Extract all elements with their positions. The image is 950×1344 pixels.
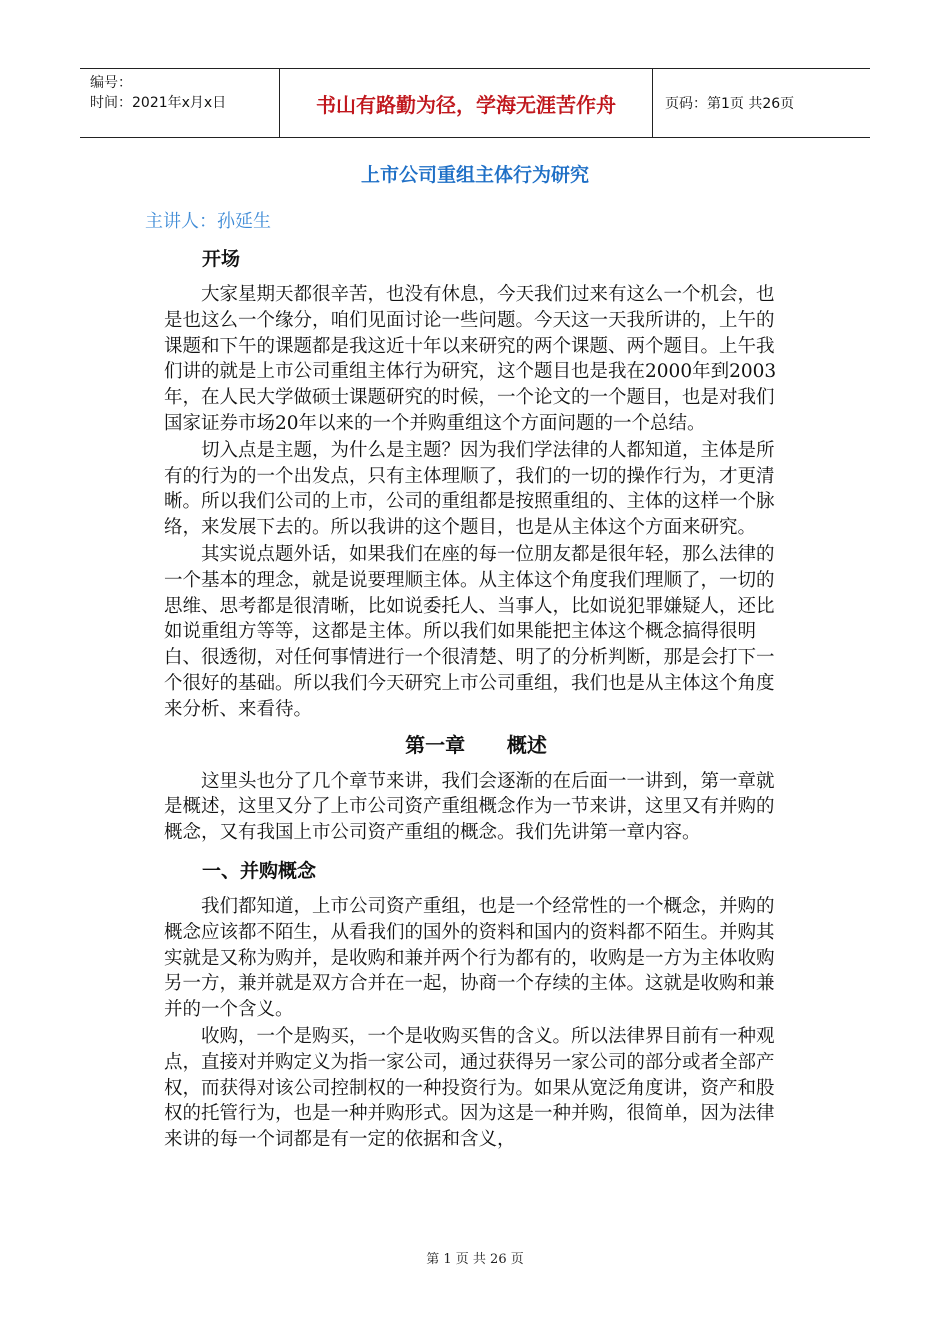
number-label: 编号： xyxy=(90,75,132,91)
page-footer: 第 1 页 共 26 页 xyxy=(426,1252,524,1267)
document-body xyxy=(164,240,788,1154)
section-heading-merger-concept: 一、并购概念 xyxy=(202,859,317,882)
paragraph: 我们都知道，上市公司资产重组，也是一个经常性的一个概念，并购的概念应该都不陌生，从看我们的国外的资料和国内的资料都不陌生。并购其实就是又称为购并，是收购和兼并两个行为都有的，收购是一方为主体收购另一方，兼并就是双方合并在一起，协商一个存续的主体。这就是收购和兼并的一个含义。 xyxy=(164,895,775,1021)
paragraph: 切入点是主题，为什么是主题？因为我们学法律的人都知道，主体是所有的行为的一个出发点，只有主体理顺了，我们的一切的操作行为，才更清晰。所以我们公司的上市，公司的重组都是按照重组的、主体的这样一个脉络，来发展下去的。所以我讲的这个题目，也是从主体这个方面来研究。 xyxy=(164,439,775,539)
header-meta-cell xyxy=(80,69,280,137)
paragraph: 其实说点题外话，如果我们在座的每一位朋友都是很年轻，那么法律的一个基本的理念，就是说要理顺主体。从主体这个角度我们理顺了，一切的思维、思考都是很清晰，比如说委托人、当事人，比如说犯罪嫌疑人，还比如说重组方等等，这都是主体。所以我们如果能把主体这个概念搞得很明白、很透彻，对任何事情进行一个很清楚、明了的分析判断，那是会打下一个很好的基础。所以我们今天研究上市公司重组，我们也是从主体这个角度来分析、来看待。 xyxy=(164,543,775,720)
date-label: 时间：2021年x月x日 xyxy=(90,95,227,111)
header-table xyxy=(80,68,870,138)
section-heading-opening: 开场 xyxy=(202,248,241,270)
paragraph: 收购，一个是购买，一个是收购买售的含义。所以法律界目前有一种观点，直接对并购定义为指一家公司，通过获得另一家公司的部分或者全部产权，而获得对该公司控制权的一种投资行为。如果从宽泛角度讲，资产和股权的托管行为，也是一种并购形式。因为这是一种并购，很简单，因为法律来讲的每一个词都是有一定的依据和含义， xyxy=(164,1025,775,1151)
document-title: 上市公司重组主体行为研究 xyxy=(360,164,589,186)
header-page-info: 页码：第1页 共26页 xyxy=(665,96,795,112)
chapter-heading: 第一章 概述 xyxy=(405,732,547,757)
paragraph: 大家星期天都很辛苦，也没有休息，今天我们过来有这么一个机会，也是也这么一个缘分，咱们见面讨论一些问题。今天这一天我所讲的，上午的课题和下午的课题都是我这近十年以来研究的两个课题、两个题目。上午我们讲的就是上市公司重组主体行为研究，这个题目也是我在2000年到2003年，在人民大学做硕士课题研究的时候，一个论文的一个题目，也是对我们国家证券市场20年以来的一个并购重组这个方面问题的一个总结。 xyxy=(164,284,777,434)
speaker-line: 主讲人：孙延生 xyxy=(145,211,271,232)
paragraph: 这里头也分了几个章节来讲，我们会逐渐的在后面一一讲到，第一章就是概述，这里又分了上市公司资产重组概念作为一节来讲，这里又有并购的概念，又有我国上市公司资产重组的概念。我们先讲第一章内容。 xyxy=(164,770,775,844)
header-motto: 书山有路勤为径，学海无涯苦作舟 xyxy=(280,69,653,137)
